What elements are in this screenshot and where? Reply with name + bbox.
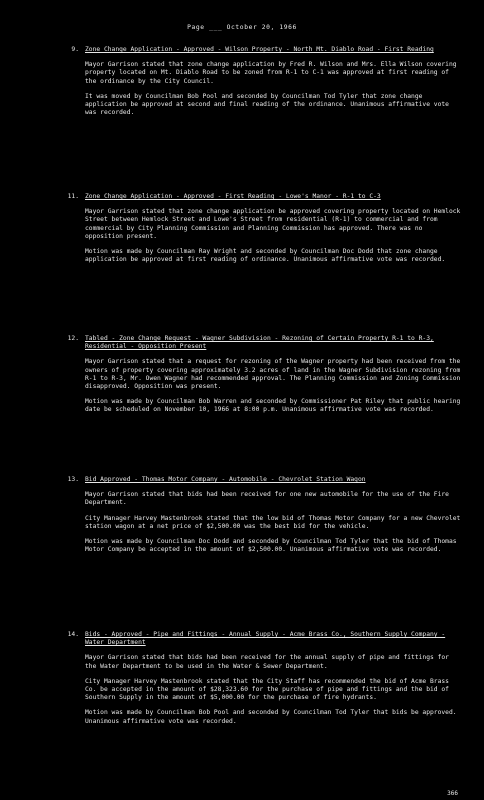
item-paragraph: City Manager Harvey Mastenbrook stated that the City Staff has recommended the bid of Acme Brass Co. be accepted in the amount of $28,323.60 for the purchase of pipe and fittings and the bid of Southern Supply in the amount of $5,000.00 for the purchase of fire hydrants. [85,677,449,702]
item-title: Bids - Approved - Pipe and Fittings - Annual Supply - Acme Brass Co., Southern Supply Company - Water Department [85,631,446,647]
item-paragraph: Mayor Garrison stated that bids had been received for the annual supply of pipe and fittings for the Water Department to be used in the Water & Sewer Department. [85,654,449,670]
item-paragraph: Motion was made by Councilman Doc Dodd and seconded by Councilman Tod Tyler that the bid of Thomas Motor Company be accepted in the amount of $2,500.00. Unanimous affirmative vote was recorded. [85,538,457,554]
item-number: 14. [67,631,79,638]
page-mark: 366 [447,789,458,797]
item-number: 9. [71,46,79,53]
item-paragraph: Mayor Garrison stated that zone change application by Fred R. Wilson and Mrs. Ella Wilson covering property located on Mt. Diablo Road to be zoned from R-1 to C-1 was approved at first reading of the ordinance by the City Council. [85,61,457,85]
item-title: Bid Approved - Thomas Motor Company - Automobile - Chevrolet Station Wagon [85,476,366,483]
agenda-item [67,335,463,415]
page-header: Page ___ October 20, 1966 [187,24,297,31]
item-number: 11. [67,193,79,200]
item-title: Zone Change Application - Approved - Wilson Property - North Mt. Diablo Road - First Reading [85,46,434,53]
item-number: 12. [67,335,79,342]
agenda-item [71,46,463,117]
item-paragraph: Motion was made by Councilman Bob Warren and seconded by Commissioner Pat Riley that public hearing date be scheduled on November 10, 1966 at 8:00 p.m. Unanimous affirmative vote was recorded. [85,398,461,414]
item-paragraph: City Manager Harvey Mastenbrook stated that the low bid of Thomas Motor Company for a new Chevrolet station wagon at a net price of $2,500.00 was the best bid for the vehicle. [85,514,461,530]
agenda-item [67,631,463,726]
item-title: Zone Change Application - Approved - First Reading - Lowe's Manor - R-1 to C-3 [85,193,381,200]
agenda-item [67,193,463,264]
item-paragraph: Motion was made by Councilman Bob Pool and seconded by Councilman Tod Tyler that bids be approved. Unanimous affirmative vote was recorded. [85,709,457,725]
agenda-item [67,476,463,554]
item-paragraph: Motion was made by Councilman Ray Wright and seconded by Councilman Doc Dodd that zone change application be approved at first reading of ordinance. Unanimous affirmative vote was recorded. [85,248,446,264]
item-number: 13. [67,476,79,483]
item-paragraph: It was moved by Councilman Bob Pool and seconded by Councilman Tod Tyler that zone change application be approved at second and final reading of the ordinance. Unanimous affirmative vote was recorded. [85,92,449,117]
item-paragraph: Mayor Garrison stated that zone change application be approved covering property located on Hemlock Street between Hemlock Street and Lowe's Street from residential (R-1) to commercial and from commercial by City Planning Commission and Planning Commission has approved. There was no opposition present. [85,208,461,240]
item-paragraph: Mayor Garrison stated that bids had been received for one new automobile for the use of the Fire Department. [85,491,449,507]
item-paragraph: Mayor Garrison stated that a request for rezoning of the Wagner property had been received from the owners of property covering approximately 3.2 acres of land in the Wagner Subdivision rezoning from R-1 to R-3, Mr. Owen Wagner had recommended approval. The Planning Commission and Zoning Commission disapproved. Opposition was present. [85,358,461,391]
item-title: Tabled - Zone Change Request - Wagner Subdivision - Rezoning of Certain Property R-1 to R-3, Residential - Opposition Present [85,335,434,351]
